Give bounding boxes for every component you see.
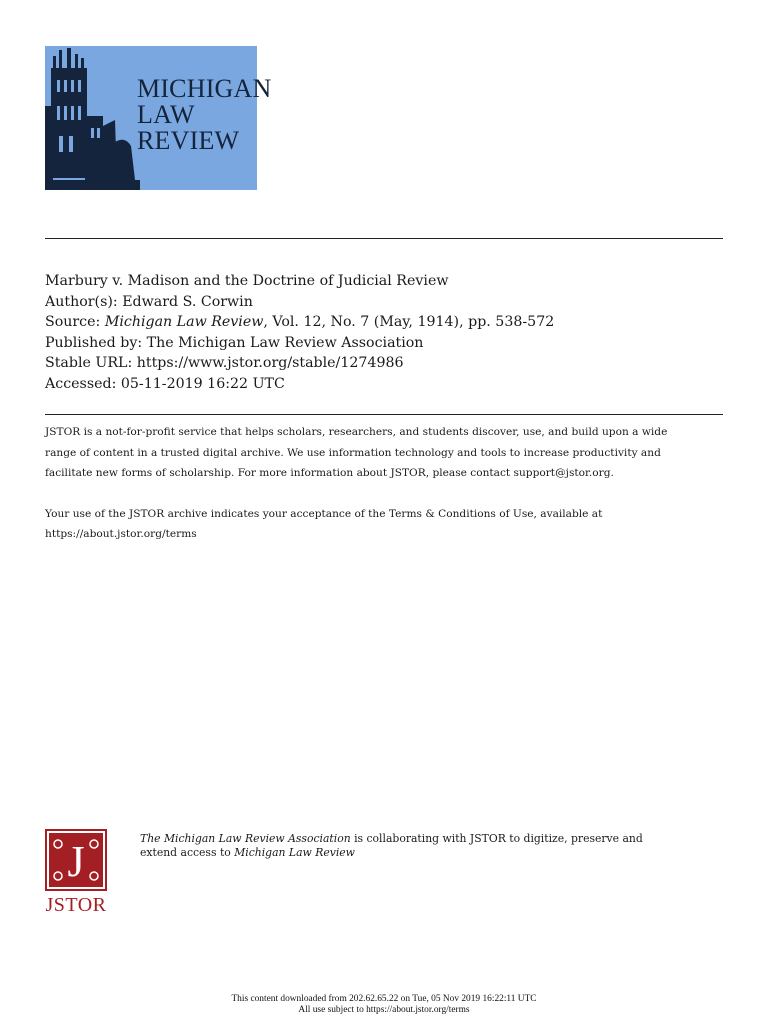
author-name: Edward S. Corwin (122, 293, 253, 310)
collab-association: The Michigan Law Review Association (140, 832, 351, 845)
jstor-description (45, 422, 725, 484)
publisher-line (45, 333, 723, 354)
publisher-label: Published by: (45, 334, 147, 351)
top-divider (45, 238, 723, 239)
jstor-notice (45, 422, 725, 565)
logo-line-michigan: MICHIGAN (137, 74, 272, 103)
article-title: Marbury v. Madison and the Doctrine of Judicial Review (45, 273, 449, 289)
article-metadata (45, 271, 723, 395)
footer-download-line: This content downloaded from 202.62.65.22 on Tue, 05 Nov 2019 16:22:11 UTC (231, 994, 537, 1004)
stable-url-label: Stable URL: (45, 355, 137, 372)
terms-line-1: Your use of the JSTOR archive indicates your acceptance of the Terms & Conditions of Use, available at (45, 507, 603, 520)
jstor-wordmark: JSTOR (45, 894, 107, 916)
accessed-date: 05-11-2019 16:22 UTC (120, 375, 285, 392)
source-journal: Michigan Law Review (104, 314, 264, 331)
logo-line-law-review: LAW REVIEW (137, 100, 240, 155)
collab-line2-prefix: extend access to (140, 845, 235, 859)
svg-text:J: J (67, 837, 85, 886)
author-line (45, 292, 723, 313)
author-label: Author(s): (45, 293, 123, 310)
accessed-label: Accessed: (45, 375, 121, 392)
collab-journal: Michigan Law Review (234, 845, 355, 859)
stable-url-line (45, 353, 723, 374)
notice-line-2: range of content in a trusted digital archive. We use information technology and tools to increase productivity and (45, 446, 661, 459)
publisher-name: The Michigan Law Review Association (146, 334, 424, 351)
collab-middle: is collaborating with JSTOR to digitize, preserve and (350, 832, 643, 845)
jstor-logo (45, 829, 107, 917)
accessed-line (45, 374, 723, 395)
source-details: , Vol. 12, No. 7 (May, 1914), pp. 538-572 (263, 314, 555, 331)
download-footer (0, 994, 768, 1016)
source-label: Source: (45, 314, 105, 331)
law-quad-tower-icon (45, 46, 140, 190)
source-line (45, 312, 723, 333)
stable-url-link[interactable]: https://www.jstor.org/stable/1274986 (136, 355, 404, 372)
terms-link[interactable]: https://about.jstor.org/terms (45, 528, 197, 540)
terms-notice (45, 504, 725, 545)
michigan-law-review-logo (45, 46, 272, 190)
logo-wordmark (137, 74, 272, 155)
middle-divider (45, 414, 723, 415)
notice-line-1: JSTOR is a not-for-profit service that helps scholars, researchers, and students discover, use, and build upon a wide (45, 426, 668, 438)
footer-terms-line: All use subject to https://about.jstor.org/terms (298, 1005, 470, 1015)
collaboration-statement (140, 832, 700, 859)
notice-line-3: facilitate new forms of scholarship. For more information about JSTOR, please contact support@jstor.org. (45, 467, 614, 479)
jstor-seal-icon (45, 829, 107, 891)
